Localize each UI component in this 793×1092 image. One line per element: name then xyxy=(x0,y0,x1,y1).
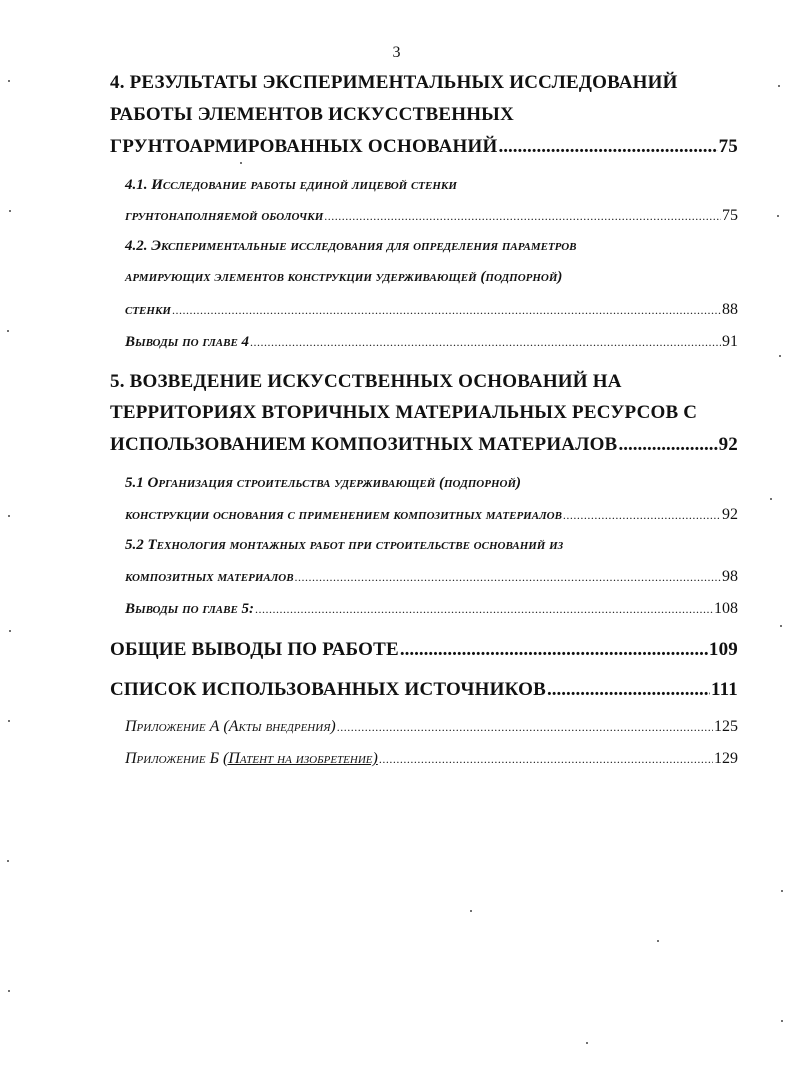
toc-appendix-a-page: 125 xyxy=(714,718,738,735)
dot-leader xyxy=(250,335,721,350)
toc-ch5-title-text1: 5. ВОЗВЕДЕНИЕ ИСКУССТВЕННЫХ ОСНОВАНИЙ НА xyxy=(110,371,622,392)
toc-ch4-entry[interactable] xyxy=(110,136,738,158)
scan-speck xyxy=(7,330,9,332)
toc-5-conclusions[interactable] xyxy=(125,600,738,618)
scan-speck xyxy=(7,860,9,862)
toc-4-conclusions-label: Выводы по главе 4 xyxy=(125,334,250,350)
toc-5-1-entry[interactable] xyxy=(125,506,738,524)
dot-leader xyxy=(618,434,717,456)
toc-4-1-line1 xyxy=(125,177,738,194)
dot-leader xyxy=(255,602,713,617)
toc-sources[interactable] xyxy=(110,679,738,701)
dot-leader xyxy=(563,508,721,523)
scan-speck xyxy=(8,990,10,992)
dot-leader xyxy=(172,303,721,318)
toc-4-conclusions[interactable] xyxy=(125,333,738,351)
scan-speck xyxy=(779,355,781,357)
toc-4-2-text3: стенки xyxy=(125,302,171,318)
toc-5-2-text2: композитных материалов xyxy=(125,569,294,585)
dot-leader xyxy=(498,136,717,158)
toc-ch5-title-line2 xyxy=(110,402,738,424)
toc-5-conclusions-page: 108 xyxy=(714,600,738,617)
scan-speck xyxy=(780,625,782,627)
toc-appendix-a[interactable] xyxy=(125,718,738,736)
toc-4-2-line2 xyxy=(125,269,738,286)
toc-appendix-b-link[interactable]: (Патент на изобретение) xyxy=(223,750,378,767)
scan-speck xyxy=(770,498,772,500)
toc-4-1-page: 75 xyxy=(722,207,738,224)
toc-5-1-text2: конструкции основания с применением композитных материалов xyxy=(125,507,562,523)
scan-speck xyxy=(240,162,242,164)
toc-general-label: ОБЩИЕ ВЫВОДЫ ПО РАБОТЕ xyxy=(110,639,399,660)
scan-speck xyxy=(586,1042,588,1044)
toc-4-2-page: 88 xyxy=(722,301,738,318)
toc-sources-page: 111 xyxy=(710,679,738,700)
toc-appendix-b-page: 129 xyxy=(714,750,738,767)
scan-speck xyxy=(8,720,10,722)
toc-4-1-text1: 4.1. Исследование работы единой лицевой стенки xyxy=(125,177,457,193)
scan-speck xyxy=(470,910,472,912)
toc-4-2-text1: 4.2. Экспериментальные исследования для определения параметров xyxy=(125,238,577,254)
toc-general-conclusions[interactable] xyxy=(110,639,738,661)
dot-leader xyxy=(379,752,713,767)
scan-speck xyxy=(778,85,780,87)
toc-ch5-title-line1 xyxy=(110,371,738,393)
toc-ch5-title-text2: ТЕРРИТОРИЯХ ВТОРИЧНЫХ МАТЕРИАЛЬНЫХ РЕСУРСОВ С xyxy=(110,402,698,423)
scan-speck xyxy=(9,630,11,632)
toc-sources-label: СПИСОК ИСПОЛЬЗОВАННЫХ ИСТОЧНИКОВ xyxy=(110,679,546,700)
toc-5-2-entry[interactable] xyxy=(125,568,738,586)
toc-5-2-page: 98 xyxy=(722,568,738,585)
toc-4-1-entry[interactable] xyxy=(125,207,738,225)
dot-leader xyxy=(547,679,710,701)
toc-4-2-entry[interactable] xyxy=(125,301,738,319)
dot-leader xyxy=(400,639,708,661)
toc-ch4-title-line2 xyxy=(110,104,738,126)
toc-ch4-title-line1 xyxy=(110,72,738,94)
toc-general-page: 109 xyxy=(708,639,738,660)
scan-speck xyxy=(657,940,659,942)
toc-appendix-b[interactable] xyxy=(125,750,738,768)
scan-speck xyxy=(777,215,779,217)
scan-speck xyxy=(781,890,783,892)
toc-5-2-text1: 5.2 Технология монтажных работ при строительстве оснований из xyxy=(125,537,564,553)
toc-ch4-page: 75 xyxy=(718,136,738,157)
toc-ch5-title-text3: ИСПОЛЬЗОВАНИЕМ КОМПОЗИТНЫХ МАТЕРИАЛОВ xyxy=(110,434,618,455)
toc-appendix-b-prefix: Приложение Б xyxy=(125,750,220,767)
toc-5-1-line1 xyxy=(125,475,738,492)
toc-4-conclusions-page: 91 xyxy=(722,333,738,350)
scan-speck xyxy=(8,515,10,517)
scan-speck xyxy=(781,1020,783,1022)
toc-4-1-text2: грунтонаполняемой оболочки xyxy=(125,208,324,224)
toc-5-2-line1 xyxy=(125,537,738,554)
page-number: 3 xyxy=(392,44,401,61)
toc-ch5-entry[interactable] xyxy=(110,434,738,456)
dot-leader xyxy=(324,209,721,224)
toc-appendix-a-label: Приложение А (Акты внедрения) xyxy=(125,718,336,735)
toc-5-1-text1: 5.1 Организация строительства удерживающей (подпорной) xyxy=(125,475,522,491)
scan-speck xyxy=(8,80,10,82)
toc-ch4-title-text2: РАБОТЫ ЭЛЕМЕНТОВ ИСКУССТВЕННЫХ xyxy=(110,104,514,125)
dot-leader xyxy=(295,570,721,585)
toc-4-2-line1 xyxy=(125,238,738,255)
scan-speck xyxy=(9,210,11,212)
toc-ch4-title-text1: 4. РЕЗУЛЬТАТЫ ЭКСПЕРИМЕНТАЛЬНЫХ ИССЛЕДОВАНИЙ xyxy=(110,72,678,93)
toc-4-2-text2: армирующих элементов конструкции удерживающей (подпорной) xyxy=(125,269,563,285)
toc-5-1-page: 92 xyxy=(722,506,738,523)
toc-ch5-page: 92 xyxy=(718,434,738,455)
toc-ch4-title-text3: ГРУНТОАРМИРОВАННЫХ ОСНОВАНИЙ xyxy=(110,136,498,157)
dot-leader xyxy=(337,720,713,735)
toc-5-conclusions-label: Выводы по главе 5: xyxy=(125,601,255,617)
